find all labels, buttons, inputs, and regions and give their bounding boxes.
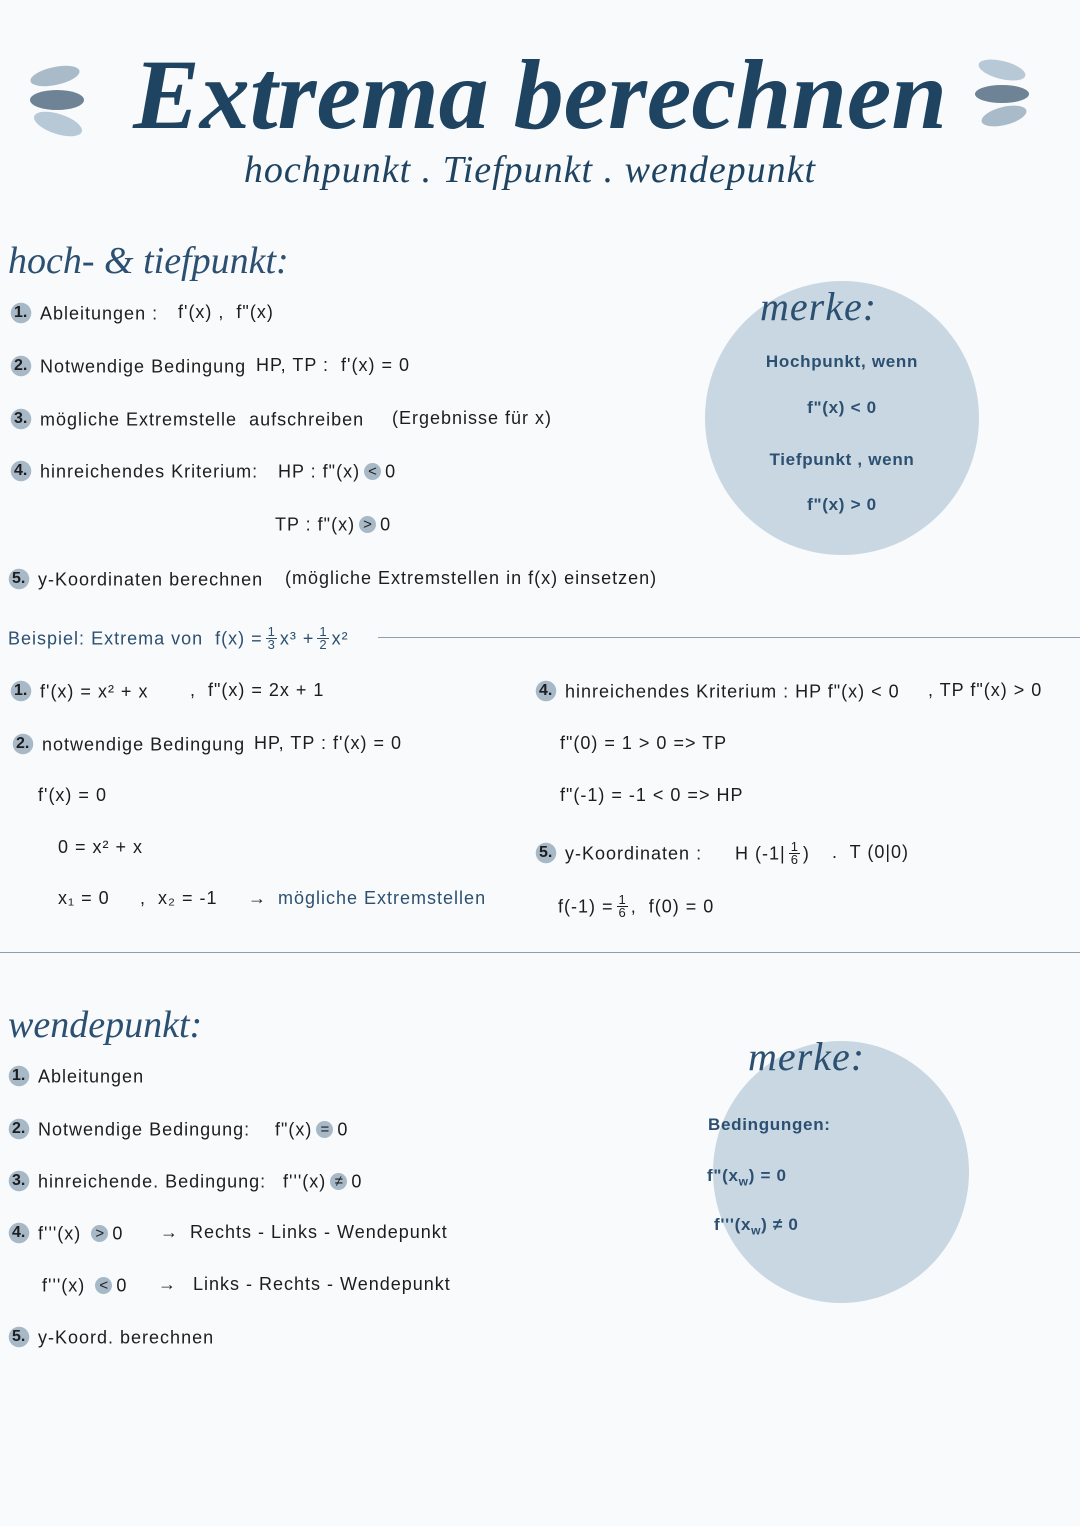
example-line (558, 892, 714, 918)
merke-title: merke: (748, 1034, 866, 1079)
example-step-1 (10, 677, 148, 703)
example-term: x³ + (279, 628, 315, 649)
example-step-5 (535, 839, 702, 865)
subscript: w (751, 1223, 762, 1238)
example-step-2 (12, 730, 245, 756)
formula-text: f'''(x (714, 1215, 752, 1234)
fraction-numerator: 1 (319, 623, 327, 639)
step-number-badge: 4. (535, 678, 561, 704)
merke-line: f"(x) > 0 (807, 495, 877, 514)
example-heading (8, 624, 349, 650)
formula-text: f(-1) = (558, 896, 614, 917)
step-text: Ableitungen : (40, 303, 159, 324)
section-heading-hochtief: hoch- & tiefpunkt: (8, 240, 289, 282)
fraction-numerator: 1 (790, 838, 798, 854)
comparison-sign: < (95, 1277, 112, 1294)
merke-title: merke: (760, 284, 878, 329)
fraction-denominator: 3 (267, 636, 275, 652)
step-number-badge: 1. (8, 1063, 34, 1089)
fraction (789, 838, 800, 867)
merke-line: Hochpunkt, wenn (765, 352, 919, 371)
high-point-coordinates (735, 839, 810, 865)
fraction (617, 891, 628, 920)
comparison-sign: < (364, 463, 381, 480)
page-subtitle: hochpunkt . Tiefpunkt . wendepunkt (243, 149, 817, 191)
fraction-numerator: 1 (618, 891, 626, 907)
step-text: hinreichendes Kriterium : HP f"(x) < 0 (565, 681, 900, 702)
formula-text: H (-1| (735, 843, 786, 864)
section-heading-wendepunkt: wendepunkt: (8, 1004, 203, 1046)
example-step-4-tp: , TP f"(x) > 0 (928, 680, 1043, 700)
step-number-badge: 5. (8, 566, 34, 592)
hochtief-step-1 (10, 299, 158, 325)
step-number-badge: 4. (8, 1220, 34, 1246)
step-text: f'(x) = x² + x (40, 681, 149, 702)
fraction-denominator: 6 (618, 904, 626, 920)
hochtief-step-3-note: (Ergebnisse für x) (392, 408, 553, 428)
formula-text: 0 (112, 1223, 124, 1244)
formula-text: 0 (385, 461, 397, 482)
hochtief-step-3 (10, 405, 364, 431)
formula-text: 0 (351, 1171, 363, 1192)
hochtief-step-2-formula: HP, TP : f'(x) = 0 (256, 355, 410, 375)
step-text: hinreichendes Kriterium: (40, 461, 259, 482)
formula-text: 0 (337, 1119, 349, 1140)
arrow-icon: → (160, 1222, 179, 1242)
hochtief-step-5-note: (mögliche Extremstellen in f(x) einsetzen) (285, 568, 658, 588)
step-number-badge: 1. (10, 300, 36, 326)
example-line: f"(0) = 1 > 0 => TP (560, 733, 728, 753)
formula-text: 0 (380, 514, 392, 535)
fraction-numerator: 1 (267, 623, 275, 639)
inflection-type-text: Links - Rechts - Wendepunkt (193, 1274, 451, 1294)
formula-text: f'''(x) (42, 1275, 86, 1296)
hochtief-step-4 (10, 457, 258, 483)
step-text: Notwendige Bedingung (40, 356, 247, 377)
step-number-badge: 5. (8, 1324, 34, 1350)
fraction-denominator: 6 (790, 851, 798, 867)
page-title: Extrema berechnen (133, 39, 947, 150)
fraction (266, 623, 277, 652)
formula-text: , f(0) = 0 (630, 896, 715, 917)
formula-text: ) (802, 843, 810, 864)
formula-text: HP : f"(x) (278, 461, 361, 482)
step-text: hinreichende. Bedingung: (38, 1171, 267, 1192)
wendepunkt-step-1 (8, 1062, 144, 1088)
comparison-sign: > (91, 1225, 108, 1242)
formula-text: f'''(x) (38, 1223, 82, 1244)
example-step-1-second-derivative: , f"(x) = 2x + 1 (190, 680, 325, 700)
example-line: , x₂ = -1 (140, 888, 218, 908)
step-text: Ableitungen (38, 1066, 145, 1087)
step-number-badge: 2. (10, 353, 36, 379)
merke-condition (714, 1212, 799, 1238)
example-label: Beispiel: (8, 628, 86, 649)
step-text: y-Koordinaten berechnen (38, 569, 264, 590)
wendepunkt-step-2-formula (275, 1115, 348, 1141)
formula-text: ) ≠ 0 (761, 1215, 799, 1234)
wendepunkt-step-3-formula (283, 1167, 362, 1193)
formula-text: ) = 0 (748, 1166, 787, 1185)
inflection-type-text: Rechts - Links - Wendepunkt (190, 1222, 448, 1242)
wendepunkt-step-2 (8, 1115, 250, 1141)
merke-heading: Bedingungen: (708, 1115, 831, 1134)
merke-line: Tiefpunkt , wenn (769, 450, 915, 469)
step-number-badge: 3. (10, 406, 36, 432)
hochtief-step-4-tp (275, 510, 391, 536)
step-text: mögliche Extremstelle aufschreiben (40, 409, 365, 430)
merke-condition (707, 1163, 787, 1189)
step-number-badge: 1. (10, 678, 36, 704)
hochtief-step-2 (10, 352, 246, 378)
example-function-text: Extrema von f(x) = (91, 628, 263, 649)
section-divider (0, 952, 1080, 953)
step-number-badge: 3. (8, 1168, 34, 1194)
formula-text: f"(x) (275, 1119, 313, 1140)
step-text: notwendige Bedingung (42, 734, 246, 755)
hochtief-step-5 (8, 565, 263, 591)
comparison-sign: > (359, 516, 376, 533)
fraction (317, 623, 328, 652)
formula-text: 0 (116, 1275, 128, 1296)
wendepunkt-step-5 (8, 1323, 214, 1349)
example-note: mögliche Extremstellen (278, 888, 487, 908)
step-number-badge: 2. (8, 1116, 34, 1142)
step-number-badge: 4. (10, 458, 36, 484)
wendepunkt-step-4 (8, 1219, 123, 1245)
step-text: y-Koord. berechnen (38, 1327, 215, 1348)
example-term: x² (331, 628, 349, 649)
arrow-icon: → (158, 1274, 177, 1294)
formula-text: f'''(x) (283, 1171, 327, 1192)
step-number-badge: 5. (535, 840, 561, 866)
merke-line: f"(x) < 0 (807, 398, 877, 417)
subscript: w (738, 1174, 749, 1189)
example-step-2-formula: HP, TP : f'(x) = 0 (254, 733, 402, 753)
comparison-sign: = (316, 1121, 333, 1138)
example-line: x₁ = 0 (58, 888, 110, 908)
example-line: 0 = x² + x (58, 837, 144, 857)
formula-text: TP : f"(x) (275, 514, 356, 535)
step-text: Notwendige Bedingung: (38, 1119, 251, 1140)
fraction-denominator: 2 (319, 636, 327, 652)
comparison-sign: ≠ (330, 1173, 347, 1190)
low-point-coordinates: . T (0|0) (832, 842, 910, 862)
hochtief-step-1-formula: f'(x) , f"(x) (178, 302, 274, 322)
step-number-badge: 2. (12, 731, 38, 757)
step-text: y-Koordinaten : (565, 843, 703, 864)
example-line: f'(x) = 0 (38, 785, 107, 805)
formula-text: f"(x (707, 1166, 739, 1185)
arrow-icon: → (248, 888, 267, 908)
hochtief-step-4-hp (278, 457, 396, 483)
wendepunkt-step-4b (42, 1271, 127, 1297)
example-rule (378, 637, 1080, 638)
wendepunkt-step-3 (8, 1167, 266, 1193)
example-step-4 (535, 677, 900, 703)
example-line: f"(-1) = -1 < 0 => HP (560, 785, 744, 805)
